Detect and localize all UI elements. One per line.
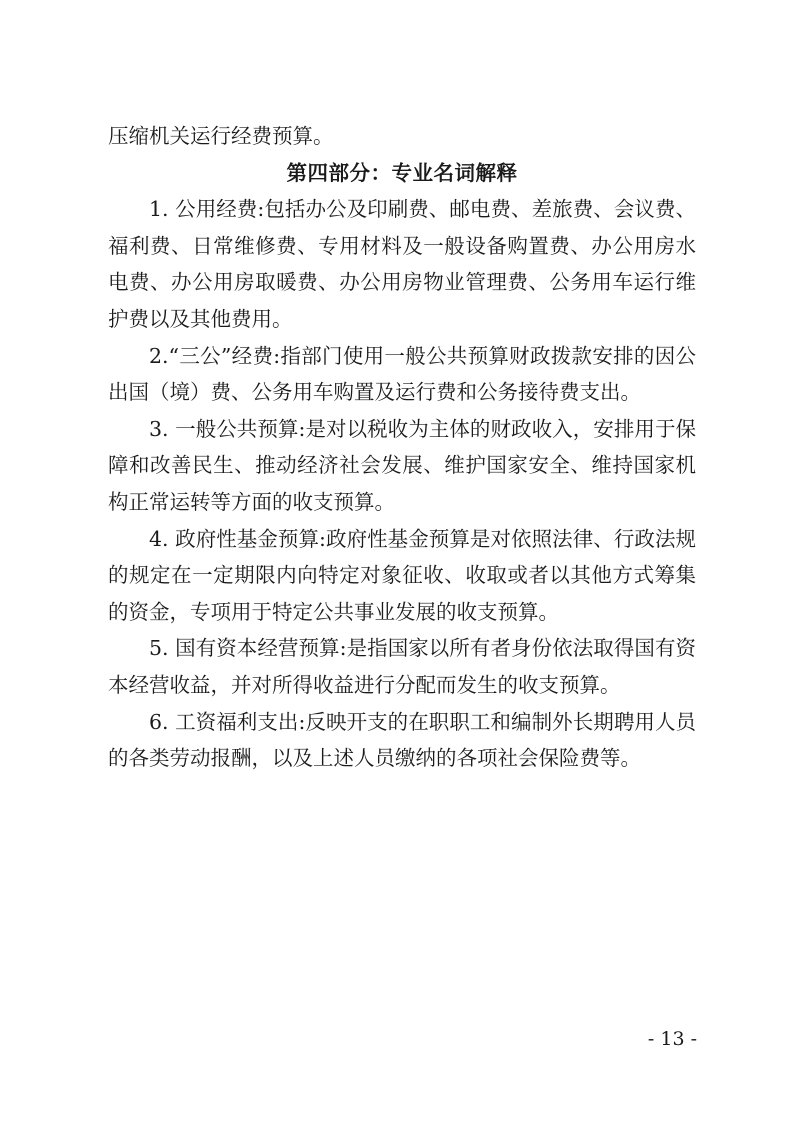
definition-text: 指部门使用一般公共预算财政拨款安排的因公出国（境）费、公务用车购置及运行费和公务接待费支出。 [108,343,696,405]
definition-term: 6. 工资福利支出: [149,709,306,734]
section-title: 第四部分：专业名词解释 [286,160,518,185]
document-body [108,118,696,777]
definition-paragraph [108,191,696,337]
definition-paragraph [108,338,696,411]
page-number: - 13 - [647,1028,697,1050]
definition-term: 3. 一般公共预算: [149,416,306,441]
definition-paragraph [108,630,696,703]
definition-term: 1. 公用经费: [149,197,265,222]
definition-paragraph [108,704,696,777]
definition-term: 5. 国有资本经营预算: [149,636,347,661]
definition-term: 2.“三公”经费: [149,343,281,368]
definition-text: 反映开支的在职职工和编制外长期聘用人员的各类劳动报酬，以及上述人员缴纳的各项社会保险费等。 [108,709,696,771]
definition-term: 4. 政府性基金预算: [149,526,326,551]
definition-text: 包括办公及印刷费、邮电费、差旅费、会议费、福利费、日常维修费、专用材料及一般设备购置费、办公用房水电费、办公用房取暖费、办公用房物业管理费、公务用车运行维护费以及其他费用。 [108,197,697,331]
definition-paragraph [108,411,696,521]
definition-paragraph [108,521,696,631]
definition-text: 是对以税收为主体的财政收入，安排用于保障和改善民生、推动经济社会发展、维护国家安全、维持国家机构正常运转等方面的收支预算。 [108,416,696,514]
intro-paragraph: 压缩机关运行经费预算。 [108,124,334,148]
definition-text: 是指国家以所有者身份依法取得国有资本经营收益，并对所得收益进行分配而发生的收支预算。 [108,636,697,697]
definition-text: 政府性基金预算是对依照法律、行政法规的规定在一定期限内向特定对象征收、收取或者以其他方式筹集的资金，专项用于特定公共事业发展的收支预算。 [108,526,697,624]
